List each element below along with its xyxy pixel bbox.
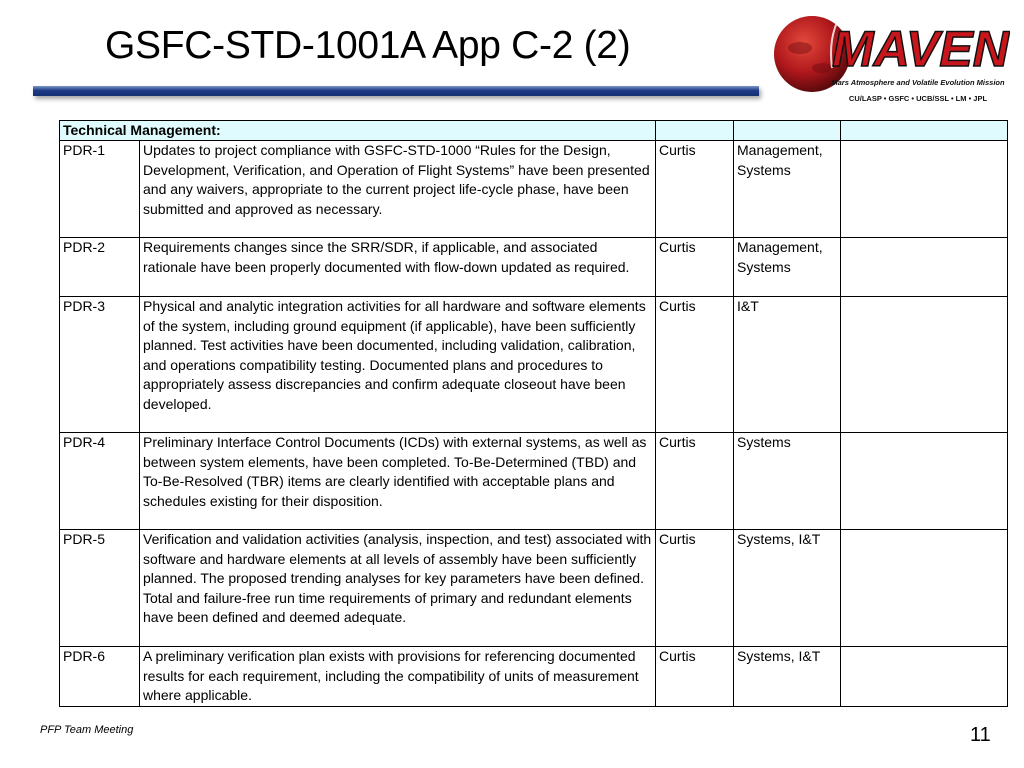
row-description: Requirements changes since the SRR/SDR, if applicable, and associated rationale have been properly documented with flow-down updated as required.: [140, 238, 656, 297]
slide-title: GSFC-STD-1001A App C-2 (2): [105, 24, 631, 67]
row-area: Management, Systems: [734, 141, 841, 238]
logo-subtitle: Mars Atmosphere and Volatile Evolution Mission: [831, 78, 1005, 87]
row-description: A preliminary verification plan exists with provisions for referencing documented results for each requirement, including the compatibility of units of measurement where applicable.: [140, 647, 656, 707]
row-owner: Curtis: [656, 141, 734, 238]
table-row: [60, 433, 1008, 530]
table-row: [60, 297, 1008, 433]
table-header-title: Technical Management:: [60, 121, 656, 141]
row-notes: [841, 647, 1008, 707]
requirements-table: [59, 120, 1008, 707]
row-area: I&T: [734, 297, 841, 433]
table-row: [60, 530, 1008, 647]
row-id: PDR-5: [60, 530, 140, 647]
row-owner: Curtis: [656, 238, 734, 297]
row-area: Systems: [734, 433, 841, 530]
row-area: Management, Systems: [734, 238, 841, 297]
table-row: [60, 141, 1008, 238]
row-id: PDR-2: [60, 238, 140, 297]
row-id: PDR-4: [60, 433, 140, 530]
row-id: PDR-6: [60, 647, 140, 707]
row-owner: Curtis: [656, 647, 734, 707]
title-underline-bar: [33, 86, 759, 96]
row-id: PDR-1: [60, 141, 140, 238]
table-row: [60, 647, 1008, 707]
row-notes: [841, 297, 1008, 433]
table-header-cell: [841, 121, 1008, 141]
table-row: [60, 238, 1008, 297]
table-header-cell: [734, 121, 841, 141]
row-owner: Curtis: [656, 530, 734, 647]
logo-partners: CU/LASP • GSFC • UCB/SSL • LM • JPL: [848, 94, 988, 103]
row-area: Systems, I&T: [734, 530, 841, 647]
logo-wordmark: MAVEN: [832, 21, 1009, 77]
table-header-cell: [656, 121, 734, 141]
row-description: Preliminary Interface Control Documents (ICDs) with external systems, as well as between system elements, have been completed. To-Be-Determined (TBD) and To-Be-Resolved (TBR) items are clearly identified with acceptable plans and schedules existing for their disposition.: [140, 433, 656, 530]
footer-meeting-label: PFP Team Meeting: [40, 724, 134, 736]
row-description: Updates to project compliance with GSFC-STD-1000 “Rules for the Design, Development, Verification, and Operation of Flight Systems” have been presented and any waivers, appropriate to the current project life-cycle phase, have been submitted and approved as necessary.: [140, 141, 656, 238]
maven-logo: [770, 8, 1010, 112]
row-owner: Curtis: [656, 297, 734, 433]
row-owner: Curtis: [656, 433, 734, 530]
row-notes: [841, 433, 1008, 530]
row-description: Physical and analytic integration activities for all hardware and software elements of the system, including ground equipment (if applicable), have been sufficiently planned. Test activities have been documented, including validation, calibration, and operations compatibility testing. Documented plans and procedures to appropriately assess discrepancies and confirm adequate closeout have been developed.: [140, 297, 656, 433]
row-notes: [841, 141, 1008, 238]
row-notes: [841, 238, 1008, 297]
row-notes: [841, 530, 1008, 647]
row-area: Systems, I&T: [734, 647, 841, 707]
table-header-row: [60, 121, 1008, 141]
page-number: 11: [970, 724, 991, 746]
row-description: Verification and validation activities (analysis, inspection, and test) associated with software and hardware elements at all levels of assembly have been sufficiently planned. The proposed trending analyses for key parameters have been defined. Total and failure-free run time requirements of primary and redundant elements have been defined and deemed adequate.: [140, 530, 656, 647]
row-id: PDR-3: [60, 297, 140, 433]
